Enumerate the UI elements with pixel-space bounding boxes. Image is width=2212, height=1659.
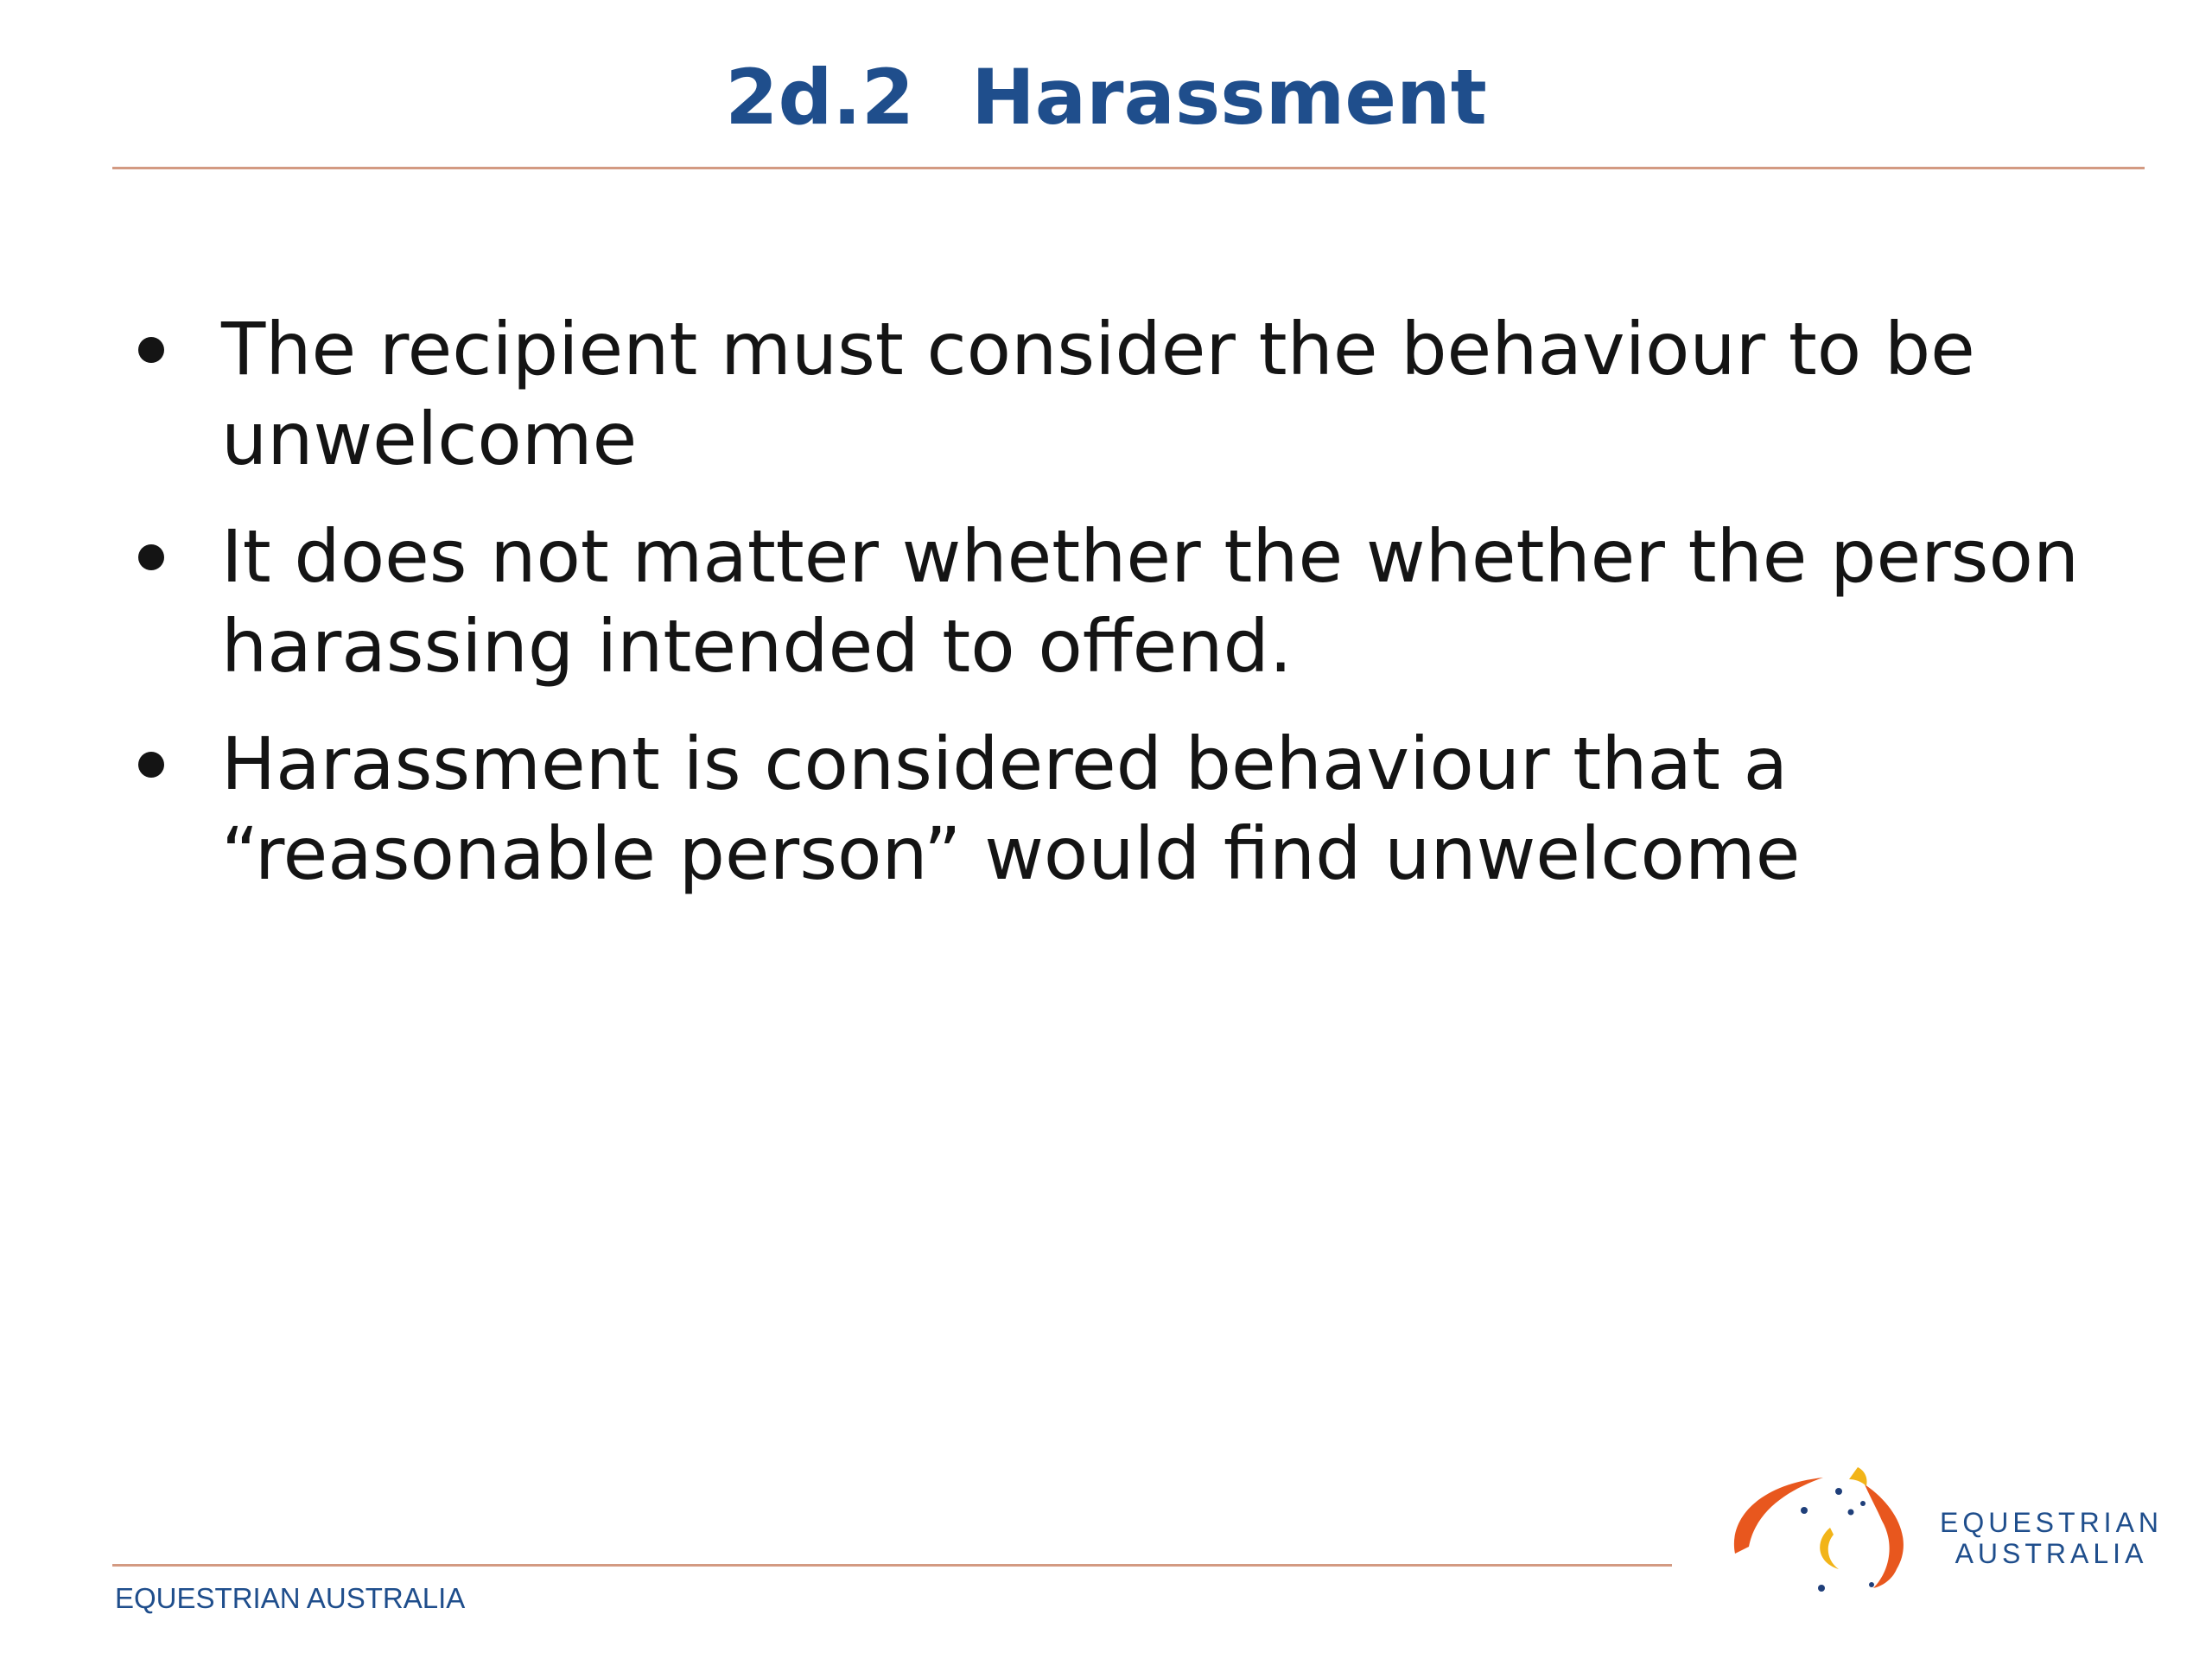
equestrian-australia-logo <box>1719 1459 2169 1597</box>
bullet-item <box>130 512 2117 691</box>
title-divider <box>112 167 2145 169</box>
bullet-dot-icon <box>138 544 164 570</box>
horse-head-stars-icon <box>1719 1459 1920 1597</box>
title-text: Harassment <box>971 53 1487 142</box>
bullet-text: It does not matter whether the whether the person harassing intended to offend. <box>221 514 2080 689</box>
bullet-text: Harassment is considered behaviour that a “reasonable person” would find unwelcome <box>221 721 1801 896</box>
footer-divider <box>112 1564 1672 1567</box>
section-number: 2d.2 <box>725 53 915 142</box>
footer-organization: EQUESTRIAN AUSTRALIA <box>115 1582 466 1614</box>
bullet-dot-icon <box>138 337 164 363</box>
bullet-dot-icon <box>138 752 164 778</box>
logo-line-australia: AUSTRALIA <box>1955 1538 2148 1569</box>
bullet-list <box>130 304 2117 926</box>
bullet-text: The recipient must consider the behaviour to be unwelcome <box>221 307 1975 481</box>
slide-title <box>0 50 2212 145</box>
logo-line-equestrian: EQUESTRIAN <box>1939 1507 2164 1538</box>
bullet-item <box>130 719 2117 899</box>
logo-wordmark <box>1934 1507 2169 1569</box>
bullet-item <box>130 304 2117 484</box>
